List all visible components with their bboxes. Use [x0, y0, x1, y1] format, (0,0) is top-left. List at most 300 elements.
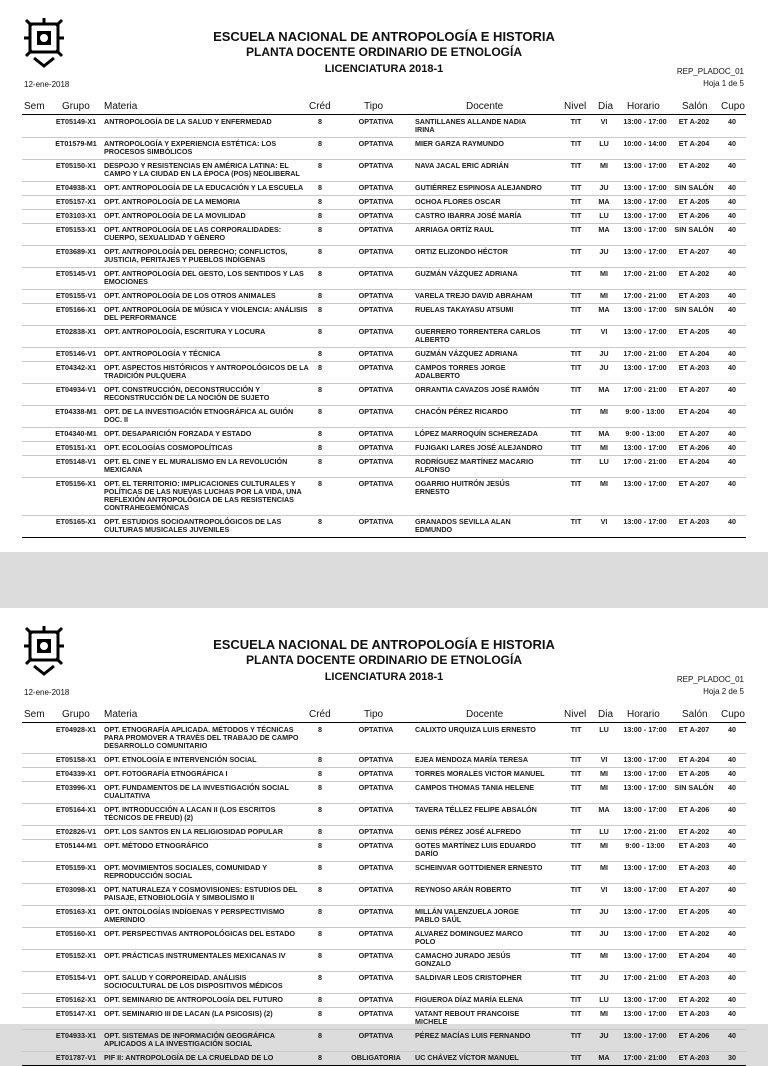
teacher-name: ORRANTIA CAVAZOS JOSÉ RAMÓN: [415, 385, 540, 394]
day: JU: [599, 183, 609, 192]
day: JU: [599, 907, 609, 916]
level: TIT: [570, 269, 582, 278]
level: TIT: [570, 783, 582, 792]
capacity: 40: [728, 885, 736, 894]
credits: 8: [318, 929, 322, 938]
table-row: [22, 182, 746, 196]
classroom: ET A-207: [678, 725, 710, 734]
col-sem: Sem: [24, 101, 45, 112]
capacity: 40: [728, 755, 736, 764]
capacity: 40: [728, 457, 736, 466]
teacher-name: MILLÁN VALENZUELA JORGE PABLO SAÚL: [415, 907, 519, 924]
level: TIT: [570, 183, 582, 192]
table-row: [22, 160, 746, 182]
report-code: REP_PLADOC_01: [676, 67, 744, 76]
credits: 8: [318, 327, 322, 336]
page-label: Hoja 1 de 5: [703, 79, 744, 88]
group-code: ET05163-X1: [55, 907, 97, 916]
course-name: OPT. SEMINARIO III DE LACAN (LA PSICOSIS) (2): [104, 1009, 273, 1018]
level: TIT: [570, 197, 582, 206]
credits: 8: [318, 755, 322, 764]
table-row: [22, 384, 746, 406]
group-code: ET05156-X1: [55, 479, 97, 488]
classroom: ET A-205: [678, 327, 710, 336]
credits: 8: [318, 197, 322, 206]
col-horario: Horario: [627, 101, 660, 112]
course-type: OPTATIVA: [358, 517, 394, 526]
credits: 8: [318, 973, 322, 982]
col-grupo: Grupo: [62, 101, 90, 112]
course-name: OPT. SISTEMAS DE INFORMACIÓN GEOGRÁFICA APLICADOS A LA INVESTIGACIÓN SOCIAL: [104, 1031, 275, 1048]
capacity: 40: [728, 907, 736, 916]
course-type: OPTATIVA: [358, 755, 394, 764]
group-code: ET01579-M1: [55, 139, 97, 148]
schedule: 13:00 - 17:00: [623, 183, 667, 192]
table-header: [22, 708, 746, 723]
table-row: [22, 326, 746, 348]
level: TIT: [570, 725, 582, 734]
capacity: 40: [728, 349, 736, 358]
teacher-name: CAMACHO JURADO JESÚS GONZALO: [415, 951, 511, 968]
classroom: ET A-204: [678, 407, 710, 416]
col-grupo: Grupo: [62, 709, 90, 720]
course-name: OPT. DE LA INVESTIGACIÓN ETNOGRÁFICA AL GUIÓN DOC. II: [104, 407, 294, 424]
group-code: ET03996-X1: [55, 783, 97, 792]
table-row: [22, 362, 746, 384]
teacher-name: VATANT REBOUT FRANCOISE MICHELE: [415, 1009, 520, 1026]
schedule: 17:00 - 21:00: [623, 457, 667, 466]
capacity: 40: [728, 305, 736, 314]
capacity: 40: [728, 183, 736, 192]
classroom: ET A-205: [678, 769, 710, 778]
capacity: 40: [728, 995, 736, 1004]
course-type: OPTATIVA: [358, 907, 394, 916]
group-code: ET05144-M1: [55, 841, 97, 850]
capacity: 40: [728, 479, 736, 488]
schedule: 13:00 - 17:00: [623, 863, 667, 872]
capacity: 40: [728, 1009, 736, 1018]
schedule: 13:00 - 17:00: [623, 327, 667, 336]
capacity: 40: [728, 841, 736, 850]
course-type: OPTATIVA: [358, 443, 394, 452]
group-code: ET03098-X1: [55, 885, 97, 894]
capacity: 40: [728, 161, 736, 170]
teacher-name: MIER GARZA RAYMUNDO: [415, 139, 504, 148]
schedule: 17:00 - 21:00: [623, 291, 667, 300]
schedule: 17:00 - 21:00: [623, 349, 667, 358]
table-row: [22, 724, 746, 754]
group-code: ET04340-M1: [55, 429, 97, 438]
course-type: OPTATIVA: [358, 117, 394, 126]
classroom: ET A-203: [678, 863, 710, 872]
teacher-name: LÓPEZ MARROQUÍN SCHEREZADA: [415, 429, 538, 438]
classroom: ET A-203: [678, 1009, 710, 1018]
day: JU: [599, 363, 609, 372]
table-row: [22, 906, 746, 928]
classroom: ET A-203: [678, 363, 710, 372]
day: MI: [600, 269, 608, 278]
program-title: LICENCIATURA 2018-1: [324, 63, 444, 75]
credits: 8: [318, 805, 322, 814]
classroom: ET A-205: [678, 197, 710, 206]
course-type: OPTATIVA: [358, 1031, 394, 1040]
course-name: OPT. ONTOLOGÍAS INDÍGENAS Y PERSPECTIVISMO AMERINDIO: [104, 907, 285, 924]
schedule: 13:00 - 17:00: [623, 769, 667, 778]
schedule: 9:00 - 13:00: [625, 407, 665, 416]
day: MI: [600, 841, 608, 850]
capacity: 40: [728, 291, 736, 300]
level: TIT: [570, 907, 582, 916]
table-row: [22, 754, 746, 768]
classroom: ET A-202: [678, 269, 710, 278]
table-row: [22, 516, 746, 537]
schedule: 13:00 - 17:00: [623, 783, 667, 792]
credits: 8: [318, 385, 322, 394]
capacity: 40: [728, 139, 736, 148]
report-date: 12-ene-2018: [24, 80, 70, 89]
capacity: 40: [728, 929, 736, 938]
level: TIT: [570, 291, 582, 300]
day: MI: [600, 161, 608, 170]
day: MA: [598, 385, 610, 394]
table-row: [22, 246, 746, 268]
col-salon: Salón: [682, 709, 708, 720]
capacity: 40: [728, 769, 736, 778]
teacher-name: REYNOSO ARÁN ROBERTO: [415, 885, 512, 894]
group-code: ET04934-V1: [55, 385, 97, 394]
teacher-name: UC CHÁVEZ VÍCTOR MANUEL: [415, 1053, 519, 1062]
classroom: SIN SALÓN: [674, 183, 714, 192]
classroom: SIN SALÓN: [674, 783, 714, 792]
table-header: [22, 100, 746, 115]
credits: 8: [318, 117, 322, 126]
group-code: ET05152-X1: [55, 951, 97, 960]
day: MI: [600, 479, 608, 488]
teacher-name: RODRÍGUEZ MARTÍNEZ MACARIO ALFONSO: [415, 457, 534, 474]
schedule: 13:00 - 17:00: [623, 885, 667, 894]
course-type: OPTATIVA: [358, 327, 394, 336]
schedule: 17:00 - 21:00: [623, 269, 667, 278]
course-name: OPT. NATURALEZA Y COSMOVISIONES: ESTUDIOS DEL PAISAJE, ETNOBIOLOGÍA Y SIMBOLISMO II: [104, 885, 298, 902]
report-code: REP_PLADOC_01: [676, 675, 744, 684]
capacity: 40: [728, 827, 736, 836]
course-type: OPTATIVA: [358, 161, 394, 170]
col-cupo: Cupo: [721, 709, 745, 720]
day: LU: [599, 725, 609, 734]
course-name: OPT. ANTROPOLOGÍA DE LOS OTROS ANIMALES: [104, 291, 276, 300]
course-name: OPT. ANTROPOLOGÍA DEL DERECHO; CONFLICTOS, JUSTICIA, PERITAJES Y PUEBLOS INDÍGENAS: [104, 247, 288, 264]
course-type: OPTATIVA: [358, 783, 394, 792]
course-name: OPT. EL TERRITORIO: IMPLICACIONES CULTURALES Y POLÍTICAS DE LAS NUEVAS LUCHAS POR LA VIDA, UNA REFLEXIÓN ANTROPOLÓGICA DE LAS RESISTENCIAS CONTRAHEGEMÓNICAS: [104, 479, 302, 512]
classroom: ET A-203: [678, 973, 710, 982]
day: JU: [599, 349, 609, 358]
level: TIT: [570, 305, 582, 314]
credits: 8: [318, 517, 322, 526]
group-code: ET05145-V1: [55, 269, 97, 278]
teacher-name: CAMPOS THOMAS TANIA HELENE: [415, 783, 534, 792]
course-type: OPTATIVA: [358, 885, 394, 894]
schedule: 13:00 - 17:00: [623, 755, 667, 764]
course-name: OPT. ESTUDIOS SOCIOANTROPOLÓGICOS DE LAS CULTURAS MUSICALES JUVENILES: [104, 517, 282, 534]
capacity: 40: [728, 197, 736, 206]
group-code: ET05158-X1: [55, 755, 97, 764]
schedule: 13:00 - 17:00: [623, 305, 667, 314]
schedule: 17:00 - 21:00: [623, 973, 667, 982]
col-tipo: Tipo: [364, 101, 384, 112]
level: TIT: [570, 805, 582, 814]
group-code: ET05155-V1: [55, 291, 97, 300]
course-name: OPT. ANTROPOLOGÍA DEL GESTO, LOS SENTIDOS Y LAS EMOCIONES: [104, 269, 304, 286]
course-name: OPT. PRÁCTICAS INSTRUMENTALES MEXICANAS IV: [104, 951, 286, 960]
col-sem: Sem: [24, 709, 45, 720]
credits: 8: [318, 183, 322, 192]
credits: 8: [318, 161, 322, 170]
classroom: ET A-207: [678, 479, 710, 488]
day: MA: [598, 429, 610, 438]
credits: 8: [318, 1031, 322, 1040]
credits: 8: [318, 863, 322, 872]
level: TIT: [570, 225, 582, 234]
schedule: 13:00 - 17:00: [623, 1009, 667, 1018]
col-docente: Docente: [466, 101, 504, 112]
capacity: 40: [728, 517, 736, 526]
col-nivel: Nivel: [564, 101, 587, 112]
course-name: OPT. DESAPARICIÓN FORZADA Y ESTADO: [104, 429, 252, 438]
table-row: [22, 884, 746, 906]
course-type: OPTATIVA: [358, 841, 394, 850]
table-row: [22, 804, 746, 826]
teacher-name: SCHEINVAR GOTTDIENER ERNESTO: [415, 863, 543, 872]
teacher-name: SANTILLANES ALLANDE NADIA IRINA: [415, 117, 526, 134]
course-name: PIF II: ANTROPOLOGÍA DE LA CRUELDAD DE LO: [104, 1053, 274, 1062]
course-type: OPTATIVA: [358, 269, 394, 278]
capacity: 40: [728, 951, 736, 960]
day: MA: [598, 305, 610, 314]
course-type: OPTATIVA: [358, 305, 394, 314]
classroom: ET A-203: [678, 1053, 710, 1062]
course-type: OPTATIVA: [358, 827, 394, 836]
group-code: ET05162-X1: [55, 995, 97, 1004]
course-type: OPTATIVA: [358, 429, 394, 438]
capacity: 40: [728, 429, 736, 438]
school-title: ESCUELA NACIONAL DE ANTROPOLOGÍA E HISTORIA: [213, 637, 555, 652]
classroom: ET A-206: [678, 443, 710, 452]
school-title: ESCUELA NACIONAL DE ANTROPOLOGÍA E HISTORIA: [213, 29, 555, 44]
capacity: 40: [728, 443, 736, 452]
table-row: [22, 950, 746, 972]
credits: 8: [318, 885, 322, 894]
group-code: ET05149-X1: [55, 117, 97, 126]
course-type: OPTATIVA: [358, 863, 394, 872]
course-type: OPTATIVA: [358, 973, 394, 982]
classroom: ET A-207: [678, 385, 710, 394]
table-row: [22, 116, 746, 138]
classroom: ET A-204: [678, 349, 710, 358]
credits: 8: [318, 269, 322, 278]
classroom: ET A-206: [678, 211, 710, 220]
course-type: OPTATIVA: [358, 769, 394, 778]
course-name: OPT. INTRODUCCIÓN A LACAN II (LOS ESCRITOS TÉCNICOS DE FREUD) (2): [104, 805, 276, 822]
classroom: ET A-204: [678, 457, 710, 466]
schedule: 13:00 - 17:00: [623, 725, 667, 734]
level: TIT: [570, 479, 582, 488]
course-table: [22, 724, 746, 1066]
credits: 8: [318, 995, 322, 1004]
teacher-name: CAMPOS TORRES JORGE ADALBERTO: [415, 363, 506, 380]
level: TIT: [570, 161, 582, 170]
teacher-name: ORTIZ ELIZONDO HÉCTOR: [415, 247, 508, 256]
col-nivel: Nivel: [564, 709, 587, 720]
group-code: ET05146-V1: [55, 349, 97, 358]
group-code: ET05150-X1: [55, 161, 97, 170]
credits: 8: [318, 443, 322, 452]
col-horario: Horario: [627, 709, 660, 720]
course-type: OPTATIVA: [358, 183, 394, 192]
teacher-name: TAVERA TÉLLEZ FELIPE ABSALÓN: [415, 805, 537, 814]
capacity: 40: [728, 783, 736, 792]
classroom: ET A-207: [678, 247, 710, 256]
classroom: ET A-207: [678, 885, 710, 894]
group-code: ET05154-V1: [55, 973, 97, 982]
level: TIT: [570, 863, 582, 872]
day: MI: [600, 291, 608, 300]
group-code: ET05160-X1: [55, 929, 97, 938]
credits: 8: [318, 951, 322, 960]
group-code: ET04938-X1: [55, 183, 97, 192]
table-row: [22, 768, 746, 782]
classroom: SIN SALÓN: [674, 225, 714, 234]
col-dia: Dia: [598, 709, 614, 720]
group-code: ET03689-X1: [55, 247, 97, 256]
day: LU: [599, 139, 609, 148]
course-type: OPTATIVA: [358, 363, 394, 372]
schedule: 10:00 - 14:00: [623, 139, 667, 148]
group-code: ET04338-M1: [55, 407, 97, 416]
level: TIT: [570, 443, 582, 452]
day: MI: [600, 1009, 608, 1018]
table-row: [22, 442, 746, 456]
schedule: 9:00 - 13:00: [625, 841, 665, 850]
capacity: 40: [728, 269, 736, 278]
table-row: [22, 456, 746, 478]
group-code: ET05147-X1: [55, 1009, 97, 1018]
course-name: OPT. ANTROPOLOGÍA, ESCRITURA Y LOCURA: [104, 327, 266, 336]
course-name: OPT. MOVIMIENTOS SOCIALES, COMUNIDAD Y REPRODUCCIÓN SOCIAL: [104, 863, 267, 880]
course-type: OPTATIVA: [358, 225, 394, 234]
group-code: ET05166-X1: [55, 305, 97, 314]
course-type: OPTATIVA: [358, 291, 394, 300]
level: TIT: [570, 407, 582, 416]
day: VI: [600, 327, 608, 336]
table-row: [22, 348, 746, 362]
course-name: OPT. ANTROPOLOGÍA DE LA MOVILIDAD: [104, 211, 246, 220]
level: TIT: [570, 211, 582, 220]
schedule: 13:00 - 17:00: [623, 517, 667, 526]
col-materia: Materia: [104, 709, 138, 720]
level: TIT: [570, 1031, 582, 1040]
col-cred: Créd: [309, 101, 331, 112]
course-name: ANTROPOLOGÍA DE LA SALUD Y ENFERMEDAD: [104, 117, 272, 126]
col-materia: Materia: [104, 101, 138, 112]
level: TIT: [570, 247, 582, 256]
course-type: OPTATIVA: [358, 995, 394, 1004]
level: TIT: [570, 349, 582, 358]
day: MI: [600, 407, 608, 416]
credits: 8: [318, 457, 322, 466]
group-code: ET01787-V1: [55, 1053, 97, 1062]
credits: 8: [318, 1053, 322, 1062]
capacity: 40: [728, 1031, 736, 1040]
capacity: 40: [728, 327, 736, 336]
course-type: OPTATIVA: [358, 407, 394, 416]
schedule: 13:00 - 17:00: [623, 1031, 667, 1040]
day: VI: [600, 755, 608, 764]
group-code: ET04928-X1: [55, 725, 97, 734]
group-code: ET05157-X1: [55, 197, 97, 206]
schedule: 17:00 - 21:00: [623, 827, 667, 836]
table-row: [22, 428, 746, 442]
table-row: [22, 972, 746, 994]
group-code: ET05165-X1: [55, 517, 97, 526]
day: LU: [599, 995, 609, 1004]
day: MI: [600, 951, 608, 960]
capacity: 30: [728, 1053, 736, 1062]
credits: 8: [318, 907, 322, 916]
level: TIT: [570, 139, 582, 148]
teacher-name: CHACÓN PÉREZ RICARDO: [415, 407, 509, 416]
teacher-name: GRANADOS SEVILLA ALAN EDMUNDO: [415, 517, 511, 534]
group-code: ET05148-V1: [55, 457, 97, 466]
capacity: 40: [728, 385, 736, 394]
course-name: ANTROPOLOGÍA Y EXPERIENCIA ESTÉTICA: LOS PROCESOS SIMBÓLICOS: [104, 139, 277, 156]
credits: 8: [318, 1009, 322, 1018]
teacher-name: NAVA JACAL ERIC ADRIÁN: [415, 161, 509, 170]
capacity: 40: [728, 407, 736, 416]
table-row: [22, 210, 746, 224]
level: TIT: [570, 841, 582, 850]
level: TIT: [570, 385, 582, 394]
course-name: OPT. ANTROPOLOGÍA DE LA EDUCACIÓN Y LA ESCUELA: [104, 183, 304, 192]
day: VI: [600, 517, 608, 526]
day: MA: [598, 1053, 610, 1062]
report-page-2: [0, 608, 768, 1062]
credits: 8: [318, 225, 322, 234]
level: TIT: [570, 769, 582, 778]
course-name: OPT. PERSPECTIVAS ANTROPOLÓGICAS DEL ESTADO: [104, 929, 296, 938]
credits: 8: [318, 291, 322, 300]
level: TIT: [570, 929, 582, 938]
schedule: 13:00 - 17:00: [623, 443, 667, 452]
table-row: [22, 840, 746, 862]
schedule: 13:00 - 17:00: [623, 211, 667, 220]
credits: 8: [318, 769, 322, 778]
classroom: ET A-205: [678, 907, 710, 916]
course-name: OPT. FUNDAMENTOS DE LA INVESTIGACIÓN SOCIAL CUALITATIVA: [104, 783, 289, 800]
credits: 8: [318, 139, 322, 148]
report-code-block: [677, 674, 744, 698]
schedule: 13:00 - 17:00: [623, 161, 667, 170]
table-row: [22, 268, 746, 290]
level: TIT: [570, 973, 582, 982]
course-name: OPT. ETNOLOGÍA E INTERVENCIÓN SOCIAL: [104, 755, 257, 764]
level: TIT: [570, 995, 582, 1004]
classroom: ET A-204: [678, 139, 710, 148]
day: JU: [599, 247, 609, 256]
capacity: 40: [728, 863, 736, 872]
course-name: OPT. ASPECTOS HISTÓRICOS Y ANTROPOLÓGICOS DE LA TRADICIÓN PULQUERA: [104, 363, 309, 380]
credits: 8: [318, 429, 322, 438]
capacity: 40: [728, 117, 736, 126]
